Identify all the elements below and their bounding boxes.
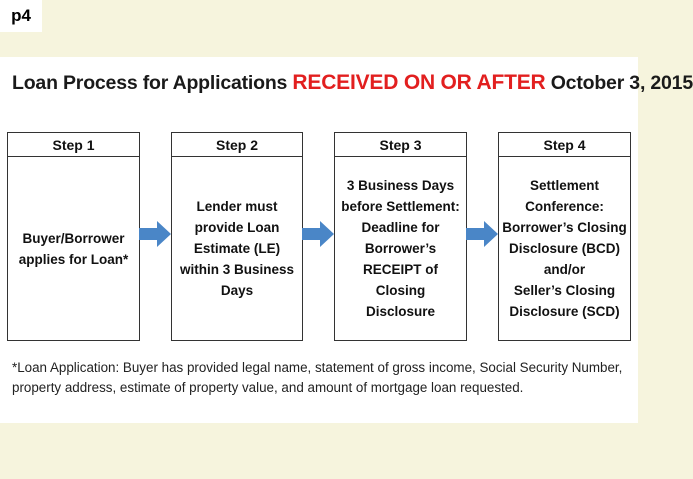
title-suffix: October 3, 2015 [545,72,693,94]
step-3-text: 3 Business Days before Settlement: Deadline for Borrower’s RECEIPT of Closing Disclosure [341,178,460,319]
arrow-right-icon [302,221,334,247]
footnote: *Loan Application: Buyer has provided legal name, statement of gross income, Social Security Number, property address, estimate of property value, and amount of mortgage loan requested. [12,360,623,395]
step-2-header: Step 2 [172,133,302,157]
step-4-header: Step 4 [499,133,630,157]
arrow-right-icon [466,221,498,247]
step-3-header: Step 3 [335,133,466,157]
arrow-right-icon [139,221,171,247]
slide [0,57,693,423]
step-1-text: Buyer/Borrower applies for Loan* [18,230,129,267]
step-4-text: Settlement Conference: Borrower’s Closing Disclosure (BCD) and/or Seller’s Closing Disclosure (SCD) [502,178,627,319]
step-1-header: Step 1 [8,133,139,157]
step-1-body [8,157,139,340]
step-2-body [172,157,302,340]
step-2-text: Lender must provide Loan Estimate (LE) within 3 Business Days [179,199,295,298]
step-4-body [499,157,630,340]
step-4-box [498,132,631,341]
step-2-box [171,132,303,341]
page-label: p4 [0,0,42,32]
title-highlight: RECEIVED ON OR AFTER [292,71,546,94]
title-prefix: Loan Process for Applications [12,72,293,94]
step-3-box [334,132,467,341]
step-3-body [335,157,466,340]
slide-title [12,71,693,95]
step-1-box [7,132,140,341]
